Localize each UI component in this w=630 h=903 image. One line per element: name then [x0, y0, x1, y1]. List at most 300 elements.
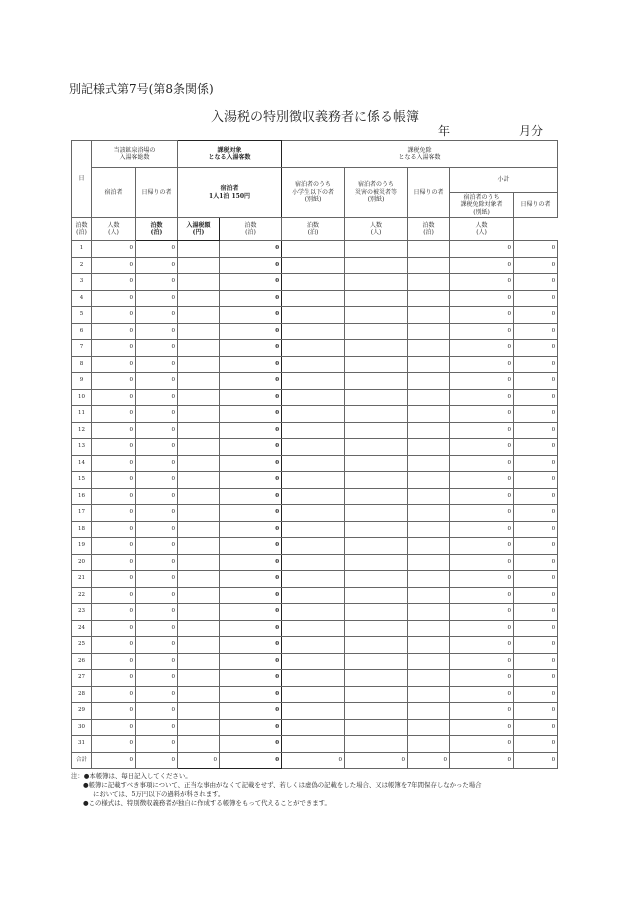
day-number: 5 [72, 307, 92, 324]
table-cell-subtotal-persons: 0 [514, 307, 558, 324]
table-cell [178, 521, 220, 538]
table-cell-subtotal-persons: 0 [514, 554, 558, 571]
table-cell [408, 604, 450, 621]
header-exempt-daytrip: 日帰りの者 [408, 168, 450, 218]
table-cell-subtotal-nights: 0 [450, 587, 514, 604]
table-cell-subtotal-nights: 0 [450, 736, 514, 753]
table-cell [178, 571, 220, 588]
table-row [72, 670, 558, 687]
table-cell-guests-nights: 0 [92, 719, 136, 736]
table-cell [282, 439, 345, 456]
table-cell [178, 323, 220, 340]
table-cell [282, 257, 345, 274]
table-cell [282, 389, 345, 406]
table-cell-tax-amount: 0 [220, 356, 282, 373]
table-cell-subtotal-nights: 0 [450, 703, 514, 720]
table-row [72, 653, 558, 670]
table-cell-guests-persons: 0 [136, 455, 178, 472]
day-number: 14 [72, 455, 92, 472]
day-number: 12 [72, 422, 92, 439]
table-row [72, 389, 558, 406]
table-row [72, 488, 558, 505]
day-number: 17 [72, 505, 92, 522]
table-cell [408, 356, 450, 373]
table-cell [408, 670, 450, 687]
table-cell [282, 653, 345, 670]
table-cell-subtotal-nights: 0 [450, 439, 514, 456]
table-cell [408, 389, 450, 406]
table-cell-subtotal-persons: 0 [514, 637, 558, 654]
table-cell-guests-persons: 0 [136, 439, 178, 456]
table-cell [282, 587, 345, 604]
table-cell [282, 356, 345, 373]
table-cell-guests-nights: 0 [92, 241, 136, 258]
total-row [72, 752, 558, 769]
table-cell [408, 719, 450, 736]
table-row [72, 340, 558, 357]
table-cell [178, 719, 220, 736]
table-row [72, 719, 558, 736]
table-cell [408, 422, 450, 439]
table-cell-tax-amount: 0 [220, 323, 282, 340]
table-cell-subtotal-persons: 0 [514, 340, 558, 357]
table-cell [345, 505, 408, 522]
table-cell-guests-persons: 0 [136, 604, 178, 621]
table-cell-subtotal-nights: 0 [450, 257, 514, 274]
table-row [72, 571, 558, 588]
header-tax-amount: 入湯税額 (円) [178, 218, 220, 241]
table-row [72, 356, 558, 373]
table-cell [282, 554, 345, 571]
table-cell [345, 719, 408, 736]
header-group-exempt: 課税免除 となる入湯客数 [282, 141, 558, 168]
table-cell-subtotal-nights: 0 [450, 406, 514, 423]
table-cell [282, 604, 345, 621]
table-cell-tax-amount: 0 [220, 505, 282, 522]
table-cell [178, 356, 220, 373]
table-cell-guests-nights: 0 [92, 637, 136, 654]
form-code: 別記様式第7号(第8条関係) [69, 82, 214, 96]
table-cell [408, 538, 450, 555]
table-cell-subtotal-nights: 0 [450, 455, 514, 472]
table-cell-subtotal-nights: 0 [450, 241, 514, 258]
day-number: 30 [72, 719, 92, 736]
table-cell-subtotal-persons: 0 [514, 719, 558, 736]
day-number: 24 [72, 620, 92, 637]
table-row [72, 736, 558, 753]
table-row [72, 290, 558, 307]
table-row [72, 406, 558, 423]
table-cell-guests-nights: 0 [92, 587, 136, 604]
table-cell [178, 340, 220, 357]
table-cell-subtotal-nights: 0 [450, 290, 514, 307]
table-cell-guests-persons: 0 [136, 422, 178, 439]
header-group-guests: 当該鉱泉浴場の 入湯客総数 [92, 141, 178, 168]
table-cell [408, 373, 450, 390]
table-cell-tax-amount: 0 [220, 620, 282, 637]
table-cell [345, 455, 408, 472]
table-cell-subtotal-persons: 0 [514, 257, 558, 274]
table-cell-subtotal-persons: 0 [514, 521, 558, 538]
table-cell [282, 670, 345, 687]
year-label: 年 [438, 124, 451, 138]
total-cell: 0 [514, 752, 558, 769]
table-cell-guests-nights: 0 [92, 686, 136, 703]
table-cell-guests-nights: 0 [92, 505, 136, 522]
table-cell-subtotal-persons: 0 [514, 620, 558, 637]
table-cell [345, 620, 408, 637]
table-cell-guests-nights: 0 [92, 703, 136, 720]
table-cell-tax-amount: 0 [220, 538, 282, 555]
table-cell [282, 488, 345, 505]
day-number: 22 [72, 587, 92, 604]
table-cell [345, 736, 408, 753]
table-cell-guests-persons: 0 [136, 257, 178, 274]
day-number: 31 [72, 736, 92, 753]
table-cell-subtotal-nights: 0 [450, 323, 514, 340]
day-number: 3 [72, 274, 92, 291]
table-cell-guests-nights: 0 [92, 257, 136, 274]
page-title: 入湯税の特別徴収義務者に係る帳簿 [210, 110, 419, 125]
total-cell: 0 [92, 752, 136, 769]
table-row [72, 422, 558, 439]
table-cell-guests-persons: 0 [136, 340, 178, 357]
table-cell-guests-nights: 0 [92, 356, 136, 373]
table-cell [345, 356, 408, 373]
table-cell [345, 571, 408, 588]
table-cell-guests-persons: 0 [136, 736, 178, 753]
table-cell-subtotal-persons: 0 [514, 736, 558, 753]
table-row [72, 241, 558, 258]
total-cell: 0 [408, 752, 450, 769]
table-cell [178, 703, 220, 720]
table-row [72, 703, 558, 720]
table-row [72, 637, 558, 654]
table-cell [178, 670, 220, 687]
table-cell [178, 488, 220, 505]
table-cell-guests-persons: 0 [136, 554, 178, 571]
table-cell-guests-nights: 0 [92, 389, 136, 406]
table-cell [408, 703, 450, 720]
table-cell [408, 736, 450, 753]
notes [71, 772, 571, 808]
table-cell [345, 406, 408, 423]
table-cell [282, 274, 345, 291]
table-cell-subtotal-persons: 0 [514, 488, 558, 505]
table-cell [408, 472, 450, 489]
table-cell-guests-nights: 0 [92, 521, 136, 538]
table-cell-tax-amount: 0 [220, 736, 282, 753]
table-cell-subtotal-nights: 0 [450, 373, 514, 390]
table-cell-subtotal-persons: 0 [514, 241, 558, 258]
table-cell [345, 472, 408, 489]
day-number: 23 [72, 604, 92, 621]
table-cell [178, 620, 220, 637]
table-cell [345, 538, 408, 555]
table-cell [408, 637, 450, 654]
table-cell-guests-nights: 0 [92, 604, 136, 621]
table-cell [282, 719, 345, 736]
day-number: 29 [72, 703, 92, 720]
table-cell-guests-nights: 0 [92, 422, 136, 439]
table-cell [282, 703, 345, 720]
table-cell-subtotal-nights: 0 [450, 653, 514, 670]
table-cell [282, 637, 345, 654]
table-cell-subtotal-persons: 0 [514, 686, 558, 703]
header-subtotal-daytrip: 日帰りの者 [514, 193, 558, 218]
table-cell [178, 505, 220, 522]
table-cell-tax-amount: 0 [220, 472, 282, 489]
header-group-taxable: 課税対象 となる入湯客数 [178, 141, 282, 168]
day-number: 16 [72, 488, 92, 505]
table-cell-subtotal-nights: 0 [450, 488, 514, 505]
table-cell [178, 472, 220, 489]
table-cell-guests-nights: 0 [92, 538, 136, 555]
table-cell-tax-amount: 0 [220, 554, 282, 571]
table-cell [408, 620, 450, 637]
table-cell [282, 505, 345, 522]
table-cell-subtotal-nights: 0 [450, 472, 514, 489]
table-cell-subtotal-persons: 0 [514, 571, 558, 588]
table-cell [345, 290, 408, 307]
table-cell-subtotal-persons: 0 [514, 587, 558, 604]
table-row [72, 455, 558, 472]
table-cell-subtotal-persons: 0 [514, 455, 558, 472]
table-cell-subtotal-persons: 0 [514, 389, 558, 406]
header-day-trip: 日帰りの者 [136, 168, 178, 218]
table-cell-tax-amount: 0 [220, 488, 282, 505]
day-number: 21 [72, 571, 92, 588]
table-cell [178, 554, 220, 571]
table-cell-tax-amount: 0 [220, 274, 282, 291]
table-cell-guests-persons: 0 [136, 290, 178, 307]
table-cell [408, 488, 450, 505]
table-cell-guests-persons: 0 [136, 587, 178, 604]
header-exempt-disaster-nights: 泊数 (泊) [282, 218, 345, 241]
month-label: 月分 [519, 124, 544, 138]
table-cell [345, 323, 408, 340]
table-cell-subtotal-nights: 0 [450, 620, 514, 637]
table-cell [408, 686, 450, 703]
header-exempt-child: 宿泊者のうち 小学生以下の者 (別紙) [282, 168, 345, 218]
table-cell-tax-amount: 0 [220, 653, 282, 670]
table-cell-guests-persons: 0 [136, 620, 178, 637]
table-cell-subtotal-persons: 0 [514, 653, 558, 670]
table-row [72, 521, 558, 538]
table-cell-tax-amount: 0 [220, 257, 282, 274]
table-cell [178, 439, 220, 456]
table-cell-guests-persons: 0 [136, 571, 178, 588]
table-cell-guests-persons: 0 [136, 472, 178, 489]
table-cell-guests-nights: 0 [92, 274, 136, 291]
table-cell [345, 703, 408, 720]
table-cell [178, 736, 220, 753]
day-number: 6 [72, 323, 92, 340]
table-cell [282, 290, 345, 307]
table-cell-guests-persons: 0 [136, 670, 178, 687]
header-subtotal-nights: 泊数 (泊) [408, 218, 450, 241]
table-cell-subtotal-nights: 0 [450, 538, 514, 555]
table-cell-subtotal-nights: 0 [450, 719, 514, 736]
table-cell-guests-nights: 0 [92, 439, 136, 456]
table-cell [345, 307, 408, 324]
day-number: 2 [72, 257, 92, 274]
table-cell-subtotal-persons: 0 [514, 290, 558, 307]
table-cell [345, 686, 408, 703]
table-cell [282, 686, 345, 703]
table-cell-subtotal-nights: 0 [450, 604, 514, 621]
table-cell [282, 538, 345, 555]
header-persons-unit: 人数 (人) [92, 218, 136, 241]
table-cell-guests-persons: 0 [136, 307, 178, 324]
table-cell [282, 422, 345, 439]
table-cell [282, 323, 345, 340]
table-cell [345, 604, 408, 621]
table-cell-guests-persons: 0 [136, 686, 178, 703]
table-cell-subtotal-nights: 0 [450, 505, 514, 522]
table-cell-tax-amount: 0 [220, 719, 282, 736]
table-row [72, 587, 558, 604]
table-cell [408, 653, 450, 670]
table-cell-guests-nights: 0 [92, 340, 136, 357]
table-cell [408, 439, 450, 456]
table-cell [178, 389, 220, 406]
table-cell [345, 340, 408, 357]
table-cell [178, 422, 220, 439]
day-number: 13 [72, 439, 92, 456]
header-subtotal: 小計 [450, 168, 558, 193]
table-cell-guests-persons: 0 [136, 653, 178, 670]
table-cell-subtotal-nights: 0 [450, 670, 514, 687]
table-cell-tax-amount: 0 [220, 521, 282, 538]
day-number: 11 [72, 406, 92, 423]
table-cell [408, 554, 450, 571]
table-cell-tax-amount: 0 [220, 703, 282, 720]
table-cell-subtotal-persons: 0 [514, 604, 558, 621]
table-cell-tax-amount: 0 [220, 389, 282, 406]
table-cell [408, 521, 450, 538]
table-cell [408, 571, 450, 588]
table-cell-guests-nights: 0 [92, 736, 136, 753]
table-cell [282, 521, 345, 538]
table-cell-subtotal-persons: 0 [514, 356, 558, 373]
day-number: 20 [72, 554, 92, 571]
table-cell [282, 571, 345, 588]
table-cell-guests-persons: 0 [136, 323, 178, 340]
table-cell [282, 455, 345, 472]
table-cell-guests-nights: 0 [92, 571, 136, 588]
table-cell-subtotal-persons: 0 [514, 472, 558, 489]
ledger-body [72, 241, 558, 769]
table-cell-guests-persons: 0 [136, 406, 178, 423]
table-cell-guests-nights: 0 [92, 488, 136, 505]
table-cell [178, 290, 220, 307]
table-cell [282, 241, 345, 258]
table-cell-tax-amount: 0 [220, 340, 282, 357]
table-cell [408, 505, 450, 522]
table-cell [345, 670, 408, 687]
table-cell-tax-amount: 0 [220, 439, 282, 456]
table-cell-tax-amount: 0 [220, 406, 282, 423]
table-cell-subtotal-persons: 0 [514, 538, 558, 555]
table-cell-guests-persons: 0 [136, 389, 178, 406]
total-cell: 0 [220, 752, 282, 769]
table-cell-subtotal-nights: 0 [450, 356, 514, 373]
day-number: 7 [72, 340, 92, 357]
table-cell-tax-amount: 0 [220, 373, 282, 390]
table-cell-tax-amount: 0 [220, 637, 282, 654]
table-cell [345, 587, 408, 604]
day-number: 28 [72, 686, 92, 703]
table-cell-guests-nights: 0 [92, 307, 136, 324]
total-cell: 0 [282, 752, 345, 769]
table-cell [408, 587, 450, 604]
day-number: 19 [72, 538, 92, 555]
table-cell-guests-persons: 0 [136, 521, 178, 538]
header-overnight: 宿泊者 [92, 168, 136, 218]
ledger-table [71, 140, 558, 769]
note-line-2: ●帳簿に記載すべき事項について、正当な事由がなくて記載をせず、若しくは虚偽の記載をした場合、又は帳簿を7年間保存しなかった場合 [83, 781, 482, 789]
day-number: 10 [72, 389, 92, 406]
table-cell-subtotal-nights: 0 [450, 521, 514, 538]
table-cell-guests-nights: 0 [92, 554, 136, 571]
table-cell-subtotal-persons: 0 [514, 703, 558, 720]
header-nights-unit: 泊数 (泊) [72, 218, 92, 241]
day-number: 15 [72, 472, 92, 489]
table-cell-guests-persons: 0 [136, 356, 178, 373]
day-number: 27 [72, 670, 92, 687]
note-line-1: ●本帳簿は、毎日記入してください。 [83, 772, 192, 780]
table-cell-guests-persons: 0 [136, 373, 178, 390]
table-row [72, 472, 558, 489]
table-cell-guests-nights: 0 [92, 472, 136, 489]
table-cell-subtotal-persons: 0 [514, 439, 558, 456]
table-cell [408, 455, 450, 472]
table-cell-subtotal-nights: 0 [450, 686, 514, 703]
table-cell [178, 274, 220, 291]
table-cell [178, 406, 220, 423]
table-cell-guests-persons: 0 [136, 637, 178, 654]
table-cell-tax-amount: 0 [220, 422, 282, 439]
header-taxable-nights: 泊数 (泊) [136, 218, 178, 241]
table-cell-subtotal-nights: 0 [450, 389, 514, 406]
table-cell [408, 307, 450, 324]
table-cell [178, 637, 220, 654]
table-row [72, 554, 558, 571]
table-cell-guests-nights: 0 [92, 406, 136, 423]
table-cell [408, 406, 450, 423]
table-cell [282, 373, 345, 390]
table-cell [345, 637, 408, 654]
table-cell [408, 340, 450, 357]
table-cell [345, 389, 408, 406]
table-cell-tax-amount: 0 [220, 290, 282, 307]
day-number: 18 [72, 521, 92, 538]
table-cell-guests-nights: 0 [92, 323, 136, 340]
table-cell [178, 587, 220, 604]
table-cell [178, 538, 220, 555]
header-day: 日 [72, 141, 92, 218]
table-cell [178, 373, 220, 390]
table-cell-subtotal-persons: 0 [514, 406, 558, 423]
header-exempt-child-nights: 泊数 (泊) [220, 218, 282, 241]
table-cell [345, 554, 408, 571]
table-cell-tax-amount: 0 [220, 604, 282, 621]
table-cell-subtotal-nights: 0 [450, 340, 514, 357]
table-row [72, 274, 558, 291]
table-cell [345, 488, 408, 505]
table-cell [345, 257, 408, 274]
